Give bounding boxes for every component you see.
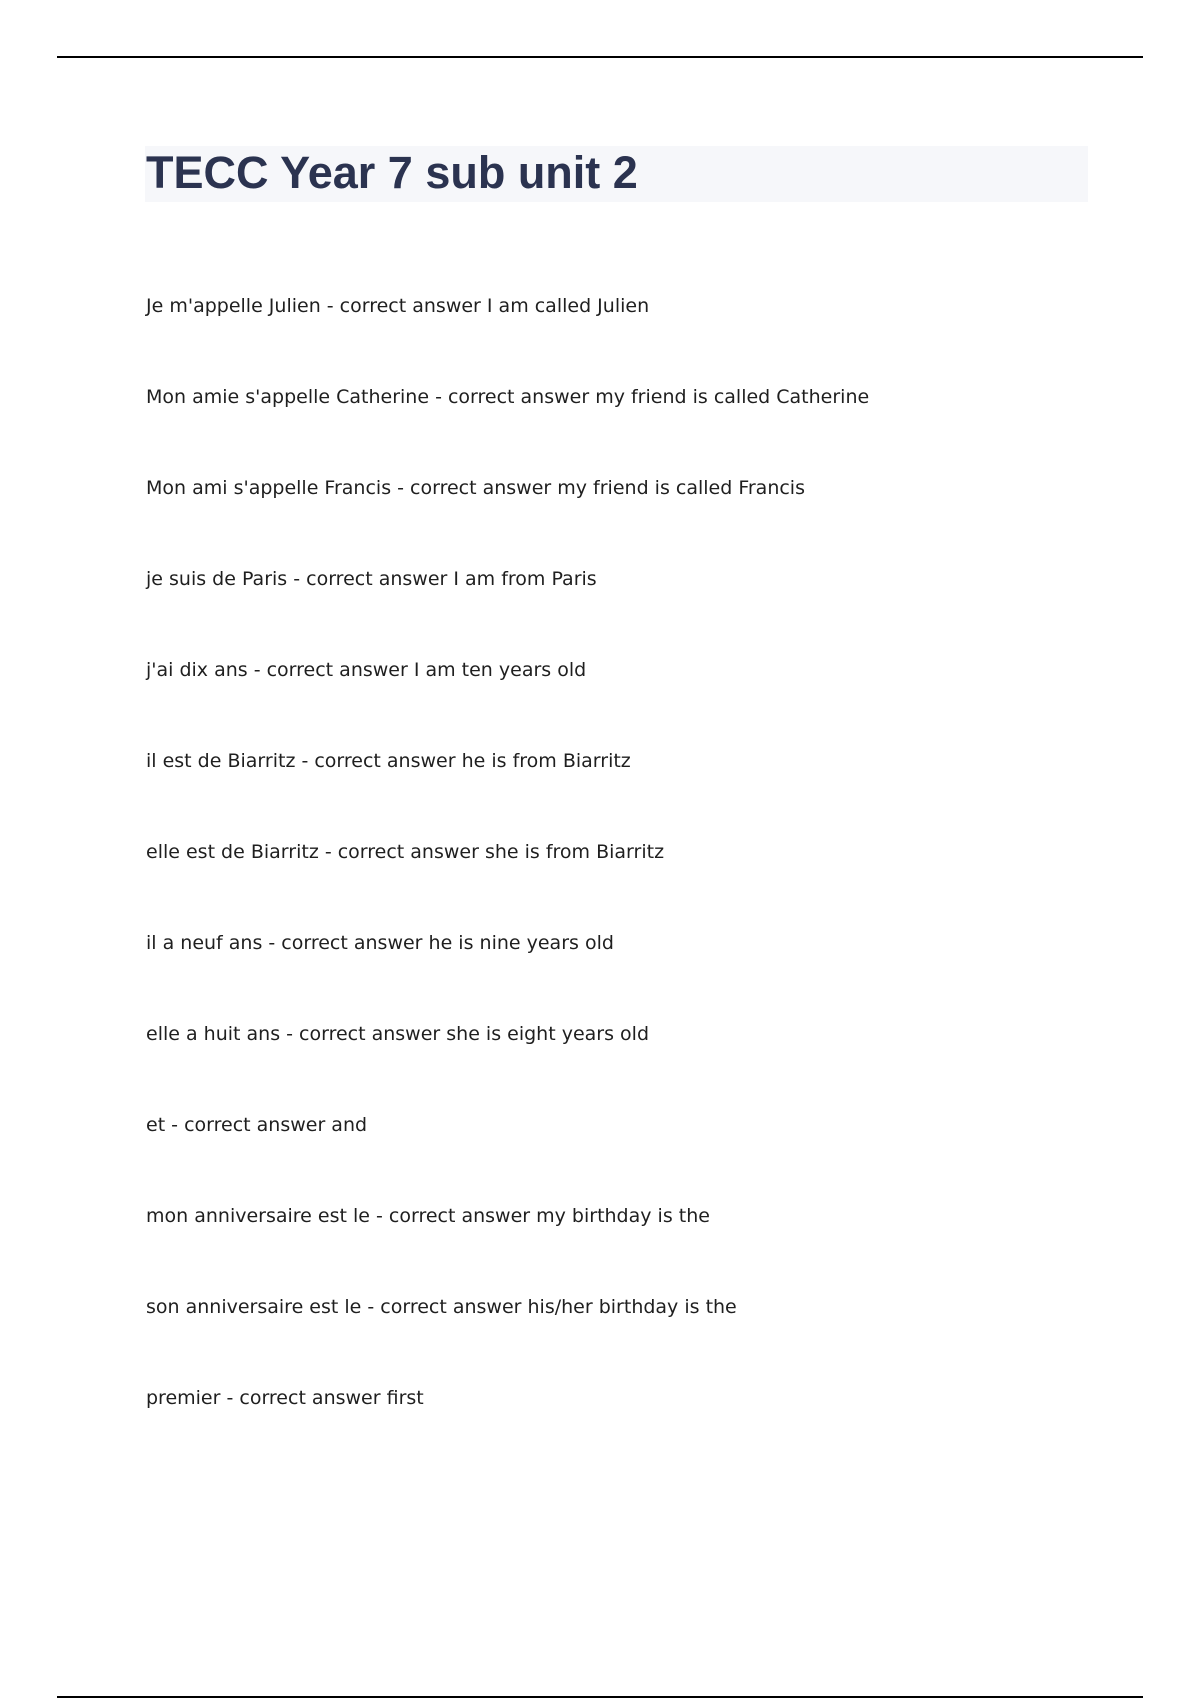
flashcard-item: et - correct answer and <box>146 1114 368 1136</box>
flashcard-list <box>146 293 869 1476</box>
flashcard-item: il est de Biarritz - correct answer he is from Biarritz <box>146 750 631 772</box>
flashcard-item: j'ai dix ans - correct answer I am ten years old <box>146 659 587 681</box>
top-divider <box>57 56 1143 58</box>
flashcard-item: mon anniversaire est le - correct answer my birthday is the <box>146 1205 710 1227</box>
flashcard-item: son anniversaire est le - correct answer his/her birthday is the <box>146 1296 737 1318</box>
flashcard-item: elle est de Biarritz - correct answer she is from Biarritz <box>146 841 665 863</box>
flashcard-item: Mon ami s'appelle Francis - correct answer my friend is called Francis <box>146 477 805 499</box>
flashcard-item: elle a huit ans - correct answer she is eight years old <box>146 1023 649 1045</box>
flashcard-item: il a neuf ans - correct answer he is nine years old <box>146 932 614 954</box>
flashcard-item: je suis de Paris - correct answer I am from Paris <box>146 568 597 590</box>
flashcard-item: Je m'appelle Julien - correct answer I am called Julien <box>146 295 650 317</box>
flashcard-item: Mon amie s'appelle Catherine - correct answer my friend is called Catherine <box>146 386 870 408</box>
flashcard-item: premier - correct answer first <box>146 1387 424 1409</box>
document-title: TECC Year 7 sub unit 2 <box>146 147 638 198</box>
bottom-divider <box>57 1696 1143 1698</box>
